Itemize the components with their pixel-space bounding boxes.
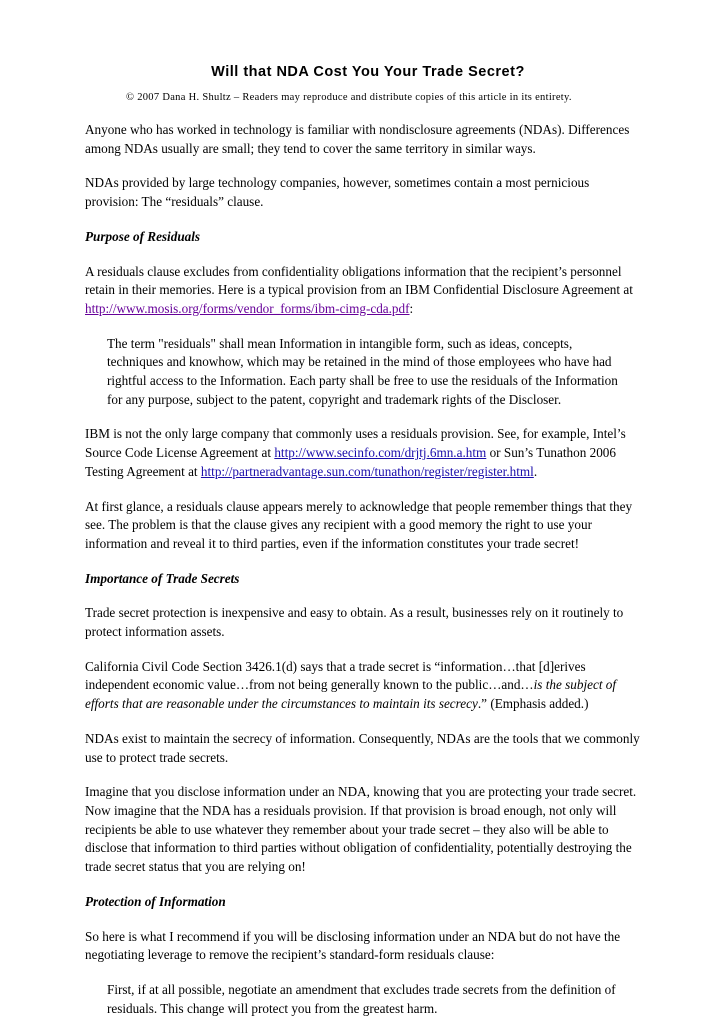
text-line: for any purpose, subject to the patent, copyright and trademark rights of the Discloser.: [107, 391, 562, 407]
text-fragment: independent economic value…from not being generally known to the public…and…: [85, 677, 534, 693]
paragraph-imagine: [85, 783, 645, 877]
text-line: California Civil Code Section 3426.1(d) says that a trade secret is “information…that [d]erives: [85, 658, 586, 674]
paragraph-pernicious: [85, 174, 645, 211]
text-line: residuals. This change will protect you from the greatest harm.: [107, 1000, 438, 1016]
text-line: provision: The “residuals” clause.: [85, 194, 264, 210]
emphasis-text: is the subject of: [533, 677, 617, 693]
text-line: see. The problem is that the clause gives any recipient with a good memory the right to use your: [85, 517, 592, 533]
section-heading-importance: Importance of Trade Secrets: [85, 570, 240, 586]
text-line: information and reveal it to third parties, even if the information constitutes your trade secret!: [85, 535, 580, 551]
paragraph-residuals-clause: [85, 263, 645, 319]
link-suffix: :: [409, 300, 414, 316]
quote-first-recommendation: [85, 981, 645, 1018]
text-fragment: .” (Emphasis added.): [477, 696, 589, 712]
text-line: [85, 695, 645, 714]
section-heading-protection: Protection of Information: [85, 893, 226, 909]
emphasis-text: efforts that are reasonable under the circumstances to maintain its secrecy: [85, 696, 478, 712]
text-line: [85, 676, 645, 695]
paragraph-ndas-exist: [85, 730, 645, 767]
text-line: negotiating leverage to remove the recipient’s standard-form residuals clause:: [85, 947, 495, 963]
ibm-cda-link[interactable]: http://www.mosis.org/forms/vendor_forms/ibm-cimg-cda.pdf: [85, 300, 410, 316]
text-line: [85, 463, 645, 482]
sun-tunathon-link[interactable]: http://partneradvantage.sun.com/tunathon/register/register.html: [200, 463, 534, 479]
article-title: Will that NDA Cost You Your Trade Secret?: [211, 64, 525, 80]
text-line: techniques and knowhow, which may be retained in the mind of those employees who have had: [107, 354, 612, 370]
quote-ibm-provision: [85, 335, 645, 410]
text-line: recipients be able to use whatever they remember about your trade secret – they also will be able to: [85, 821, 609, 837]
text-line: NDAs provided by large technology companies, however, sometimes contain a most pernicious: [85, 175, 590, 191]
text-line: [85, 300, 645, 319]
intel-license-link[interactable]: http://www.secinfo.com/drjtj.6mn.a.htm: [274, 445, 487, 461]
text-line: NDAs exist to maintain the secrecy of information. Consequently, NDAs are the tools that we commonly: [85, 730, 640, 746]
section-heading-purpose: Purpose of Residuals: [85, 228, 201, 244]
text-line: First, if at all possible, negotiate an amendment that excludes trade secrets from the definition of: [107, 981, 616, 997]
paragraph-intro: [85, 121, 645, 158]
text-fragment: or Sun’s Tunathon 2006: [486, 445, 616, 461]
paragraph-first-glance: [85, 498, 645, 554]
text-fragment: Testing Agreement at: [85, 463, 201, 479]
paragraph-other-companies: [85, 425, 645, 481]
text-line: Anyone who has worked in technology is familiar with nondisclosure agreements (NDAs). Differences: [85, 122, 630, 137]
text-line: The term "residuals" shall mean Information in intangible form, such as ideas, concepts,: [107, 335, 573, 351]
text-fragment: Source Code License Agreement at: [85, 445, 275, 461]
text-line: trade secret status that you are relying on!: [85, 859, 306, 875]
text-line: use to protect trade secrets.: [85, 749, 229, 765]
paragraph-civil-code: [85, 658, 645, 714]
text-line: [85, 444, 645, 463]
paragraph-trade-secret-protection: [85, 604, 645, 641]
text-fragment: .: [533, 463, 538, 479]
text-line: rightful access to the Information. Each party shall be free to use the residuals of the Information: [107, 373, 618, 389]
text-line: Imagine that you disclose information under an NDA, knowing that you are protecting your trade secret.: [85, 784, 637, 800]
text-line: Trade secret protection is inexpensive and easy to obtain. As a result, businesses rely on it routinely to: [85, 605, 624, 621]
text-line: protect information assets.: [85, 624, 225, 640]
paragraph-recommendation: [85, 928, 645, 965]
text-line: Now imagine that the NDA has a residuals provision. If that provision is broad enough, not only will: [85, 802, 617, 818]
text-line: At first glance, a residuals clause appears merely to acknowledge that people remember things that they: [85, 498, 633, 514]
text-line: A residuals clause excludes from confidentiality obligations information that the recipient’s personnel: [85, 263, 622, 279]
text-line: retain in their memories. Here is a typical provision from an IBM Confidential Disclosure Agreement at: [85, 282, 633, 298]
copyright-notice: © 2007 Dana H. Shultz – Readers may reproduce and distribute copies of this article in its entirety.: [126, 92, 572, 103]
text-line: IBM is not the only large company that commonly uses a residuals provision. See, for example, Intel’s: [85, 426, 626, 442]
text-line: So here is what I recommend if you will be disclosing information under an NDA but do not have the: [85, 928, 621, 944]
article-body: [85, 121, 645, 1034]
text-line: disclose that information to third parties without obligation of confidentiality, potentially destroying the: [85, 840, 632, 856]
text-line: among NDAs usually are small; they tend to cover the same territory in similar ways.: [85, 140, 536, 156]
